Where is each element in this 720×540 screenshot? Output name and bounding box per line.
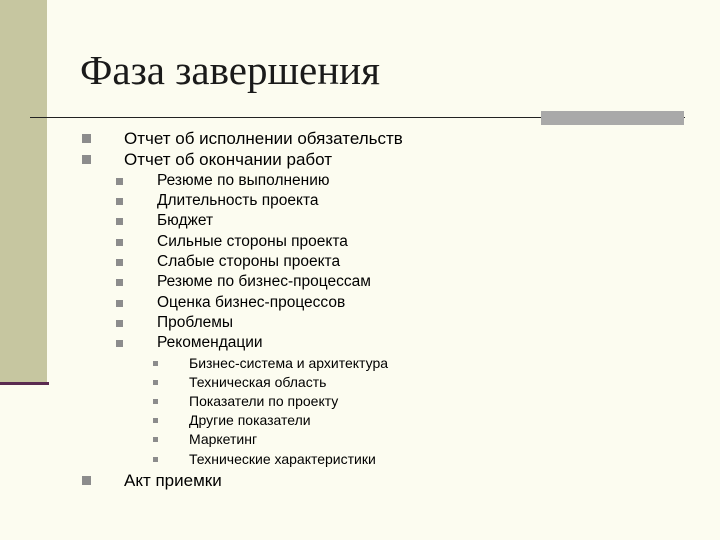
list-item-text: Резюме по бизнес-процессам: [157, 273, 371, 290]
square-bullet-icon: [116, 218, 123, 225]
square-bullet-icon: [116, 279, 123, 286]
square-bullet-icon: [116, 320, 123, 327]
list-item-text: Отчет об окончании работ: [124, 150, 333, 169]
square-bullet-icon: [153, 399, 158, 404]
square-bullet-icon: [82, 476, 91, 485]
list-item-text: Рекомендации: [157, 334, 263, 351]
list-item-text: Бюджет: [157, 212, 214, 229]
square-bullet-icon: [153, 380, 158, 385]
square-bullet-icon: [82, 134, 91, 143]
square-bullet-icon: [153, 418, 158, 423]
list-item-text: Проблемы: [157, 314, 234, 331]
list-item-text: Другие показатели: [189, 412, 311, 428]
square-bullet-icon: [116, 300, 123, 307]
decorative-side-band: [0, 0, 47, 385]
square-bullet-icon: [116, 239, 123, 246]
square-bullet-icon: [82, 155, 91, 164]
square-bullet-icon: [116, 259, 123, 266]
slide-title: Фаза завершения: [80, 47, 380, 93]
list-item-text: Бизнес-система и архитектура: [189, 355, 389, 371]
list-item-text: Длительность проекта: [157, 192, 319, 209]
list-item-text: Отчет об исполнении обязательств: [124, 129, 403, 148]
square-bullet-icon: [116, 198, 123, 205]
list-item-text: Технические характеристики: [189, 451, 376, 467]
list-item-text: Слабые стороны проекта: [157, 253, 341, 270]
square-bullet-icon: [116, 178, 123, 185]
list-item-text: Резюме по выполнению: [157, 172, 330, 189]
square-bullet-icon: [153, 437, 158, 442]
divider-accent-block: [541, 111, 684, 125]
list-item-text: Маркетинг: [189, 431, 258, 447]
list-item-text: Показатели по проекту: [189, 393, 339, 409]
list-item-text: Техническая область: [189, 374, 327, 390]
list-item-text: Акт приемки: [124, 471, 222, 490]
side-band-underline: [0, 382, 49, 385]
list-item-text: Оценка бизнес-процессов: [157, 294, 346, 311]
list-item-text: Сильные стороны проекта: [157, 233, 348, 250]
square-bullet-icon: [153, 361, 158, 366]
square-bullet-icon: [153, 457, 158, 462]
square-bullet-icon: [116, 340, 123, 347]
